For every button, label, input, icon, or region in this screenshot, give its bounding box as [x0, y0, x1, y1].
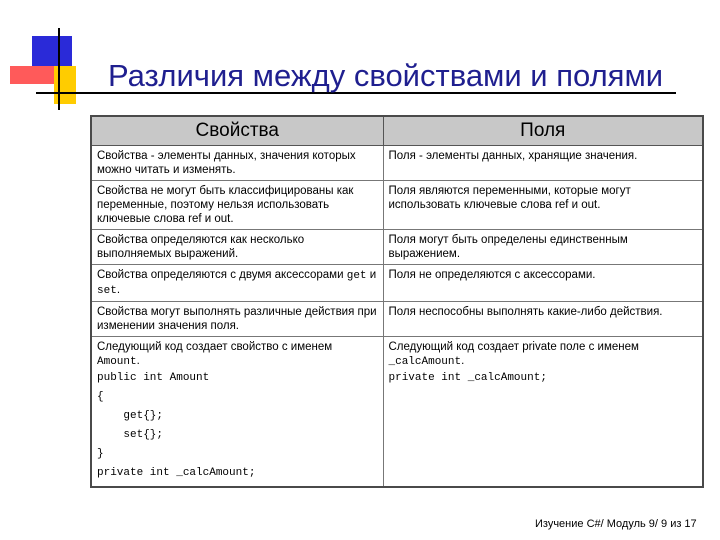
table-row — [91, 337, 703, 488]
cell-property — [91, 265, 383, 302]
table-row — [91, 265, 703, 302]
header-fields: Поля — [383, 116, 703, 146]
table-row — [91, 302, 703, 337]
header-properties: Свойства — [91, 116, 383, 146]
code-line: } — [97, 448, 104, 460]
cell-field: Поля не определяются с аксессорами. — [383, 265, 703, 302]
cell-field-code-example — [383, 337, 703, 488]
cell-field: Поля неспособны выполнять какие-либо действия. — [383, 302, 703, 337]
cell-field: Поля - элементы данных, хранящие значения. — [383, 146, 703, 181]
cell-field: Поля являются переменными, которые могут использовать ключевые слова ref и out. — [383, 181, 703, 230]
table-row — [91, 230, 703, 265]
logo-vertical-line — [58, 28, 60, 110]
code-line: private int _calcAmount; — [388, 372, 547, 384]
logo-blue-square — [32, 36, 72, 66]
code-calcamount: _calcAmount — [388, 356, 462, 368]
code-set: set — [97, 285, 117, 297]
cell-text-end: . — [116, 284, 121, 296]
code-line: { — [97, 391, 104, 403]
cell-property: Свойства могут выполнять различные действия при изменении значения поля. — [91, 302, 383, 337]
table-row — [91, 181, 703, 230]
code-line: get{}; — [97, 410, 164, 422]
cell-property: Свойства не могут быть классифицированы как переменные, поэтому нельзя использовать ключевые слова ref и out. — [91, 181, 383, 230]
slide-footer: Изучение C#/ Модуль 9/ 9 из 17 — [535, 518, 697, 530]
cell-property-code-example — [91, 337, 383, 488]
cell-text-and: и — [366, 269, 377, 281]
code-line: set{}; — [97, 429, 164, 441]
code-amount: Amount — [97, 356, 137, 368]
code-line: private int _calcAmount; — [97, 467, 256, 479]
cell-text: Следующий код создает свойство с именем — [97, 341, 333, 353]
cell-text: Следующий код создает private поле с именем — [388, 341, 639, 353]
table-header-row — [91, 116, 703, 146]
cell-text-end: . — [136, 355, 140, 367]
logo-red-bar — [10, 66, 54, 84]
cell-property: Свойства определяются как несколько выполняемых выражений. — [91, 230, 383, 265]
code-get: get — [346, 270, 367, 282]
slide-title: Различия между свойствами и полями — [108, 58, 664, 93]
cell-field: Поля могут быть определены единственным выражением. — [383, 230, 703, 265]
cell-property: Свойства - элементы данных, значения которых можно читать и изменять. — [91, 146, 383, 181]
cell-text: Свойства определяются с двумя аксессорами — [97, 269, 344, 281]
table-row — [91, 146, 703, 181]
cell-text-end: . — [461, 355, 465, 367]
code-line: public int Amount — [97, 372, 210, 384]
comparison-table — [90, 115, 704, 488]
